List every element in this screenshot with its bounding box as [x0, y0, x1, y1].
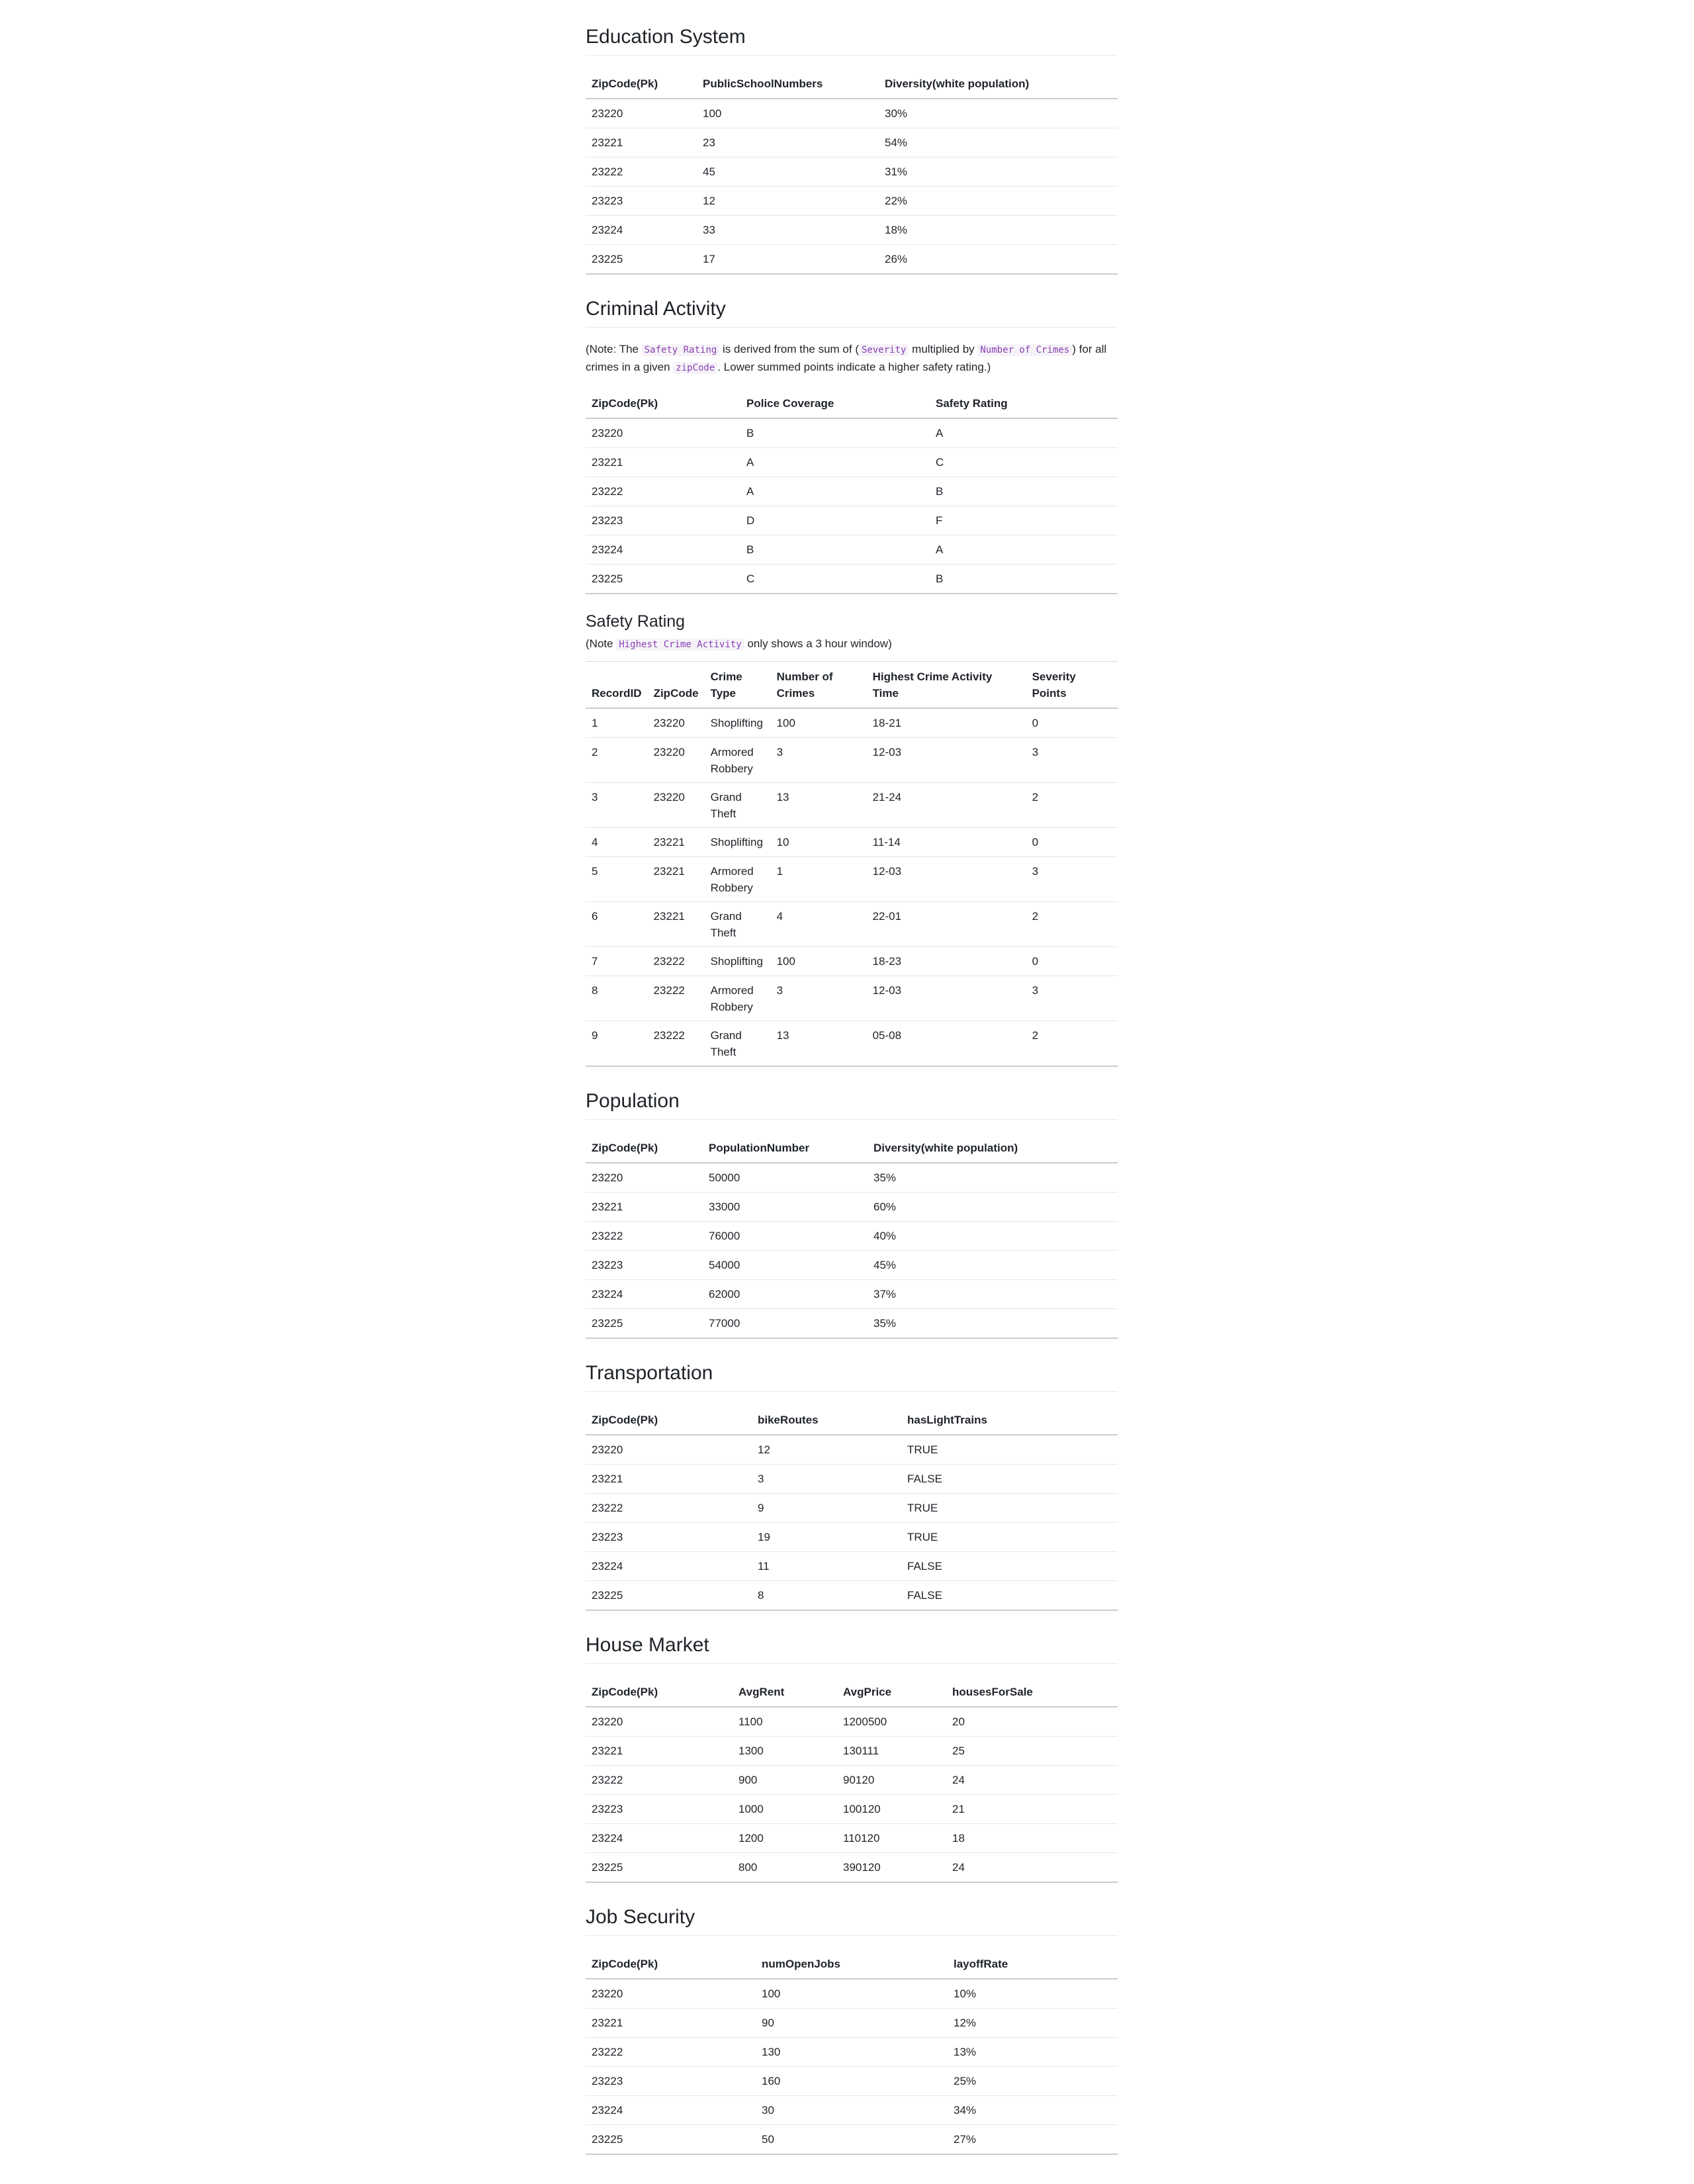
table-cell: 23222	[586, 1221, 703, 1250]
table-row	[586, 1192, 1118, 1221]
table-cell: 23223	[586, 506, 740, 535]
table-row	[586, 1464, 1118, 1493]
code-zipcode: zipCode	[673, 362, 717, 374]
table-cell: 13	[771, 782, 867, 827]
table-cell: 23221	[648, 856, 705, 901]
table-row	[586, 1551, 1118, 1580]
jobs-table	[586, 1949, 1118, 2155]
table-row	[586, 1979, 1118, 2009]
table-cell: 22%	[879, 187, 1118, 216]
table-cell: 5	[586, 856, 648, 901]
table-cell: 23	[697, 128, 879, 158]
table-cell: 23222	[648, 946, 705, 976]
table-row	[586, 856, 1118, 901]
table-cell: 21	[946, 1794, 1118, 1823]
column-header: layoffRate	[948, 1949, 1118, 1979]
jobs-title: Job Security	[586, 1905, 1118, 1936]
table-cell: 18%	[879, 216, 1118, 245]
table-cell: 23222	[586, 1765, 733, 1794]
table-row	[586, 448, 1118, 477]
table-cell: 130	[756, 2037, 948, 2066]
table-row	[586, 418, 1118, 448]
table-cell: TRUE	[901, 1522, 1118, 1551]
column-header: Diversity(white population)	[879, 69, 1118, 99]
table-cell: 23221	[586, 448, 740, 477]
table-cell: 390120	[837, 1852, 946, 1882]
table-cell: 23225	[586, 565, 740, 594]
table-cell: 23225	[586, 1308, 703, 1338]
table-row	[586, 782, 1118, 827]
document	[586, 25, 1118, 2177]
table-cell: 12-03	[867, 976, 1026, 1021]
column-header: Highest Crime Activity Time	[867, 662, 1026, 709]
table-cell: 110120	[837, 1823, 946, 1852]
column-header: PopulationNumber	[703, 1133, 868, 1163]
table-cell: 3	[586, 782, 648, 827]
table-row	[586, 128, 1118, 158]
table-cell: 54%	[879, 128, 1118, 158]
table-row	[586, 216, 1118, 245]
table-cell: 18-21	[867, 708, 1026, 737]
table-row	[586, 158, 1118, 187]
table-row	[586, 535, 1118, 565]
table-cell: 800	[733, 1852, 837, 1882]
header-row	[586, 1949, 1118, 1979]
table-cell: 35%	[868, 1308, 1118, 1338]
table-cell: 23223	[586, 187, 697, 216]
code-highest-crime-activity: Highest Crime Activity	[616, 639, 744, 651]
table-cell: C	[930, 448, 1118, 477]
table-cell: 23222	[648, 1021, 705, 1066]
table-cell: B	[930, 565, 1118, 594]
criminal-title: Criminal Activity	[586, 297, 1118, 328]
table-cell: B	[930, 477, 1118, 506]
table-cell: Grand Theft	[705, 782, 771, 827]
table-row	[586, 477, 1118, 506]
transportation-title: Transportation	[586, 1361, 1118, 1392]
column-header: Crime Type	[705, 662, 771, 709]
table-cell: 3	[1026, 856, 1118, 901]
table-cell: Armored Robbery	[705, 976, 771, 1021]
table-row	[586, 737, 1118, 782]
population-table	[586, 1133, 1118, 1339]
table-cell: 12	[697, 187, 879, 216]
column-header: Severity Points	[1026, 662, 1118, 709]
table-cell: 27%	[948, 2124, 1118, 2154]
header-row	[586, 1677, 1118, 1707]
table-cell: 23222	[586, 2037, 756, 2066]
table-cell: 100	[771, 946, 867, 976]
table-cell: 90	[756, 2008, 948, 2037]
table-cell: Shoplifting	[705, 708, 771, 737]
header-row	[586, 1405, 1118, 1435]
table-cell: FALSE	[901, 1551, 1118, 1580]
table-row	[586, 1580, 1118, 1610]
table-cell: 2	[1026, 901, 1118, 946]
table-cell: 7	[586, 946, 648, 976]
table-cell: 9	[586, 1021, 648, 1066]
table-row	[586, 2037, 1118, 2066]
table-cell: 23220	[586, 1163, 703, 1193]
table-cell: 25	[946, 1736, 1118, 1765]
table-cell: 24	[946, 1852, 1118, 1882]
table-cell: 9	[752, 1493, 901, 1522]
table-cell: 90120	[837, 1765, 946, 1794]
table-cell: 23222	[648, 976, 705, 1021]
table-row	[586, 1250, 1118, 1279]
table-cell: 8	[586, 976, 648, 1021]
table-cell: 23224	[586, 216, 697, 245]
table-cell: 50000	[703, 1163, 868, 1193]
education-title: Education System	[586, 25, 1118, 56]
table-cell: 26%	[879, 245, 1118, 275]
table-cell: 23220	[586, 1707, 733, 1737]
table-cell: 23223	[586, 1250, 703, 1279]
table-row	[586, 1163, 1118, 1193]
table-cell: 1100	[733, 1707, 837, 1737]
table-cell: 130111	[837, 1736, 946, 1765]
table-cell: 50	[756, 2124, 948, 2154]
table-cell: 23224	[586, 535, 740, 565]
table-cell: 77000	[703, 1308, 868, 1338]
code-severity: Severity	[859, 344, 909, 356]
table-cell: 160	[756, 2066, 948, 2095]
table-cell: B	[740, 535, 930, 565]
header-row	[586, 388, 1118, 418]
table-cell: 23222	[586, 477, 740, 506]
table-cell: 1	[771, 856, 867, 901]
table-row	[586, 1522, 1118, 1551]
house-table	[586, 1677, 1118, 1883]
criminal-note: (Note: The Safety Rating is derived from the sum of ( Severity multiplied by Number of Crimes ) for all crimes in a given zipCode . Lower summed points indicate a higher safety rating.)	[586, 343, 1107, 373]
education-table	[586, 69, 1118, 275]
table-cell: TRUE	[901, 1493, 1118, 1522]
table-cell: 23225	[586, 1852, 733, 1882]
table-cell: A	[740, 477, 930, 506]
table-cell: 3	[771, 976, 867, 1021]
table-cell: Grand Theft	[705, 901, 771, 946]
header-row	[586, 662, 1118, 709]
table-cell: 11-14	[867, 827, 1026, 856]
table-cell: 1200500	[837, 1707, 946, 1737]
table-cell: Shoplifting	[705, 827, 771, 856]
table-cell: B	[740, 418, 930, 448]
table-cell: A	[930, 418, 1118, 448]
table-row	[586, 1852, 1118, 1882]
table-cell: 4	[771, 901, 867, 946]
table-cell: 10%	[948, 1979, 1118, 2009]
column-header: bikeRoutes	[752, 1405, 901, 1435]
table-row	[586, 1736, 1118, 1765]
table-cell: 60%	[868, 1192, 1118, 1221]
table-cell: 23224	[586, 1823, 733, 1852]
table-cell: 100	[771, 708, 867, 737]
table-cell: 23221	[648, 827, 705, 856]
table-row	[586, 1493, 1118, 1522]
table-cell: 100	[697, 99, 879, 128]
table-cell: 22-01	[867, 901, 1026, 946]
table-cell: 6	[586, 901, 648, 946]
table-cell: 23220	[648, 708, 705, 737]
table-row	[586, 1823, 1118, 1852]
table-cell: 900	[733, 1765, 837, 1794]
column-header: ZipCode(Pk)	[586, 1949, 756, 1979]
table-cell: D	[740, 506, 930, 535]
table-cell: Shoplifting	[705, 946, 771, 976]
table-cell: 3	[752, 1464, 901, 1493]
table-cell: 2	[1026, 1021, 1118, 1066]
column-header: ZipCode(Pk)	[586, 1133, 703, 1163]
table-cell: 23223	[586, 1522, 752, 1551]
safety-table	[586, 661, 1118, 1067]
table-cell: 23220	[586, 1979, 756, 2009]
table-row	[586, 2124, 1118, 2154]
column-header: ZipCode	[648, 662, 705, 709]
table-cell: 23221	[586, 128, 697, 158]
safety-note: (Note Highest Crime Activity only shows a 3 hour window)	[586, 637, 892, 650]
column-header: Police Coverage	[740, 388, 930, 418]
table-cell: 40%	[868, 1221, 1118, 1250]
table-cell: 0	[1026, 946, 1118, 976]
table-row	[586, 1435, 1118, 1465]
table-row	[586, 506, 1118, 535]
column-header: ZipCode(Pk)	[586, 1405, 752, 1435]
table-cell: 11	[752, 1551, 901, 1580]
table-cell: 23224	[586, 1551, 752, 1580]
table-cell: TRUE	[901, 1435, 1118, 1465]
column-header: PublicSchoolNumbers	[697, 69, 879, 99]
table-cell: 23220	[586, 418, 740, 448]
code-number-of-crimes: Number of Crimes	[977, 344, 1072, 356]
column-header: ZipCode(Pk)	[586, 69, 697, 99]
table-cell: 8	[752, 1580, 901, 1610]
table-cell: 23223	[586, 1794, 733, 1823]
table-cell: 23220	[648, 737, 705, 782]
table-row	[586, 565, 1118, 594]
table-cell: 1	[586, 708, 648, 737]
table-cell: Grand Theft	[705, 1021, 771, 1066]
table-row	[586, 1221, 1118, 1250]
table-cell: 2	[1026, 782, 1118, 827]
column-header: ZipCode(Pk)	[586, 388, 740, 418]
table-cell: 12%	[948, 2008, 1118, 2037]
table-row	[586, 187, 1118, 216]
table-row	[586, 1279, 1118, 1308]
table-cell: 20	[946, 1707, 1118, 1737]
transportation-table	[586, 1405, 1118, 1611]
table-row	[586, 1021, 1118, 1066]
table-cell: 100	[756, 1979, 948, 2009]
table-cell: 23224	[586, 1279, 703, 1308]
table-cell: 31%	[879, 158, 1118, 187]
table-cell: 23220	[586, 1435, 752, 1465]
table-cell: 23225	[586, 245, 697, 275]
table-row	[586, 1794, 1118, 1823]
table-cell: 21-24	[867, 782, 1026, 827]
table-cell: 12	[752, 1435, 901, 1465]
table-row	[586, 99, 1118, 128]
table-cell: 3	[1026, 737, 1118, 782]
table-row	[586, 976, 1118, 1021]
table-cell: 33000	[703, 1192, 868, 1221]
table-cell: 12-03	[867, 737, 1026, 782]
table-cell: 37%	[868, 1279, 1118, 1308]
table-row	[586, 708, 1118, 737]
table-cell: 12-03	[867, 856, 1026, 901]
column-header: ZipCode(Pk)	[586, 1677, 733, 1707]
table-cell: 23223	[586, 2066, 756, 2095]
table-cell: 17	[697, 245, 879, 275]
table-cell: A	[930, 535, 1118, 565]
table-cell: 0	[1026, 827, 1118, 856]
code-safety-rating: Safety Rating	[642, 344, 720, 356]
table-cell: C	[740, 565, 930, 594]
table-cell: 3	[771, 737, 867, 782]
table-cell: 30	[756, 2095, 948, 2124]
table-cell: 76000	[703, 1221, 868, 1250]
column-header: Diversity(white population)	[868, 1133, 1118, 1163]
column-header: numOpenJobs	[756, 1949, 948, 1979]
table-cell: A	[740, 448, 930, 477]
house-title: House Market	[586, 1633, 1118, 1664]
safety-title: Safety Rating	[586, 612, 686, 631]
table-cell: 35%	[868, 1163, 1118, 1193]
table-cell: Armored Robbery	[705, 737, 771, 782]
column-header: hasLightTrains	[901, 1405, 1118, 1435]
column-header: AvgRent	[733, 1677, 837, 1707]
table-cell: 18-23	[867, 946, 1026, 976]
table-row	[586, 1707, 1118, 1737]
header-row	[586, 69, 1118, 99]
table-cell: 24	[946, 1765, 1118, 1794]
column-header: Number of Crimes	[771, 662, 867, 709]
table-cell: 05-08	[867, 1021, 1026, 1066]
table-cell: 2	[586, 737, 648, 782]
criminal-table	[586, 388, 1118, 594]
table-row	[586, 1765, 1118, 1794]
table-cell: 54000	[703, 1250, 868, 1279]
column-header: housesForSale	[946, 1677, 1118, 1707]
table-cell: 23225	[586, 1580, 752, 1610]
table-cell: 13%	[948, 2037, 1118, 2066]
table-row	[586, 2066, 1118, 2095]
table-cell: 23221	[648, 901, 705, 946]
table-cell: 100120	[837, 1794, 946, 1823]
table-cell: 0	[1026, 708, 1118, 737]
table-row	[586, 2095, 1118, 2124]
table-cell: F	[930, 506, 1118, 535]
column-header: AvgPrice	[837, 1677, 946, 1707]
table-cell: 23221	[586, 1464, 752, 1493]
table-cell: 13	[771, 1021, 867, 1066]
table-cell: 23220	[586, 99, 697, 128]
table-cell: 23221	[586, 2008, 756, 2037]
table-cell: 3	[1026, 976, 1118, 1021]
table-cell: 1300	[733, 1736, 837, 1765]
population-title: Population	[586, 1089, 1118, 1120]
table-cell: 25%	[948, 2066, 1118, 2095]
table-cell: 33	[697, 216, 879, 245]
table-row	[586, 901, 1118, 946]
table-cell: 23224	[586, 2095, 756, 2124]
table-cell: 18	[946, 1823, 1118, 1852]
table-row	[586, 946, 1118, 976]
table-cell: 23222	[586, 1493, 752, 1522]
table-cell: 23225	[586, 2124, 756, 2154]
table-cell: 62000	[703, 1279, 868, 1308]
table-cell: 23221	[586, 1736, 733, 1765]
table-cell: 1200	[733, 1823, 837, 1852]
table-cell: Armored Robbery	[705, 856, 771, 901]
column-header: Safety Rating	[930, 388, 1118, 418]
table-cell: 4	[586, 827, 648, 856]
column-header: RecordID	[586, 662, 648, 709]
table-row	[586, 2008, 1118, 2037]
header-row	[586, 1133, 1118, 1163]
table-cell: 1000	[733, 1794, 837, 1823]
table-cell: 23221	[586, 1192, 703, 1221]
table-cell: 45	[697, 158, 879, 187]
table-cell: 45%	[868, 1250, 1118, 1279]
table-cell: FALSE	[901, 1580, 1118, 1610]
table-row	[586, 245, 1118, 275]
table-cell: 34%	[948, 2095, 1118, 2124]
table-row	[586, 1308, 1118, 1338]
table-cell: 10	[771, 827, 867, 856]
table-row	[586, 827, 1118, 856]
table-cell: 23222	[586, 158, 697, 187]
table-cell: 23220	[648, 782, 705, 827]
table-cell: 30%	[879, 99, 1118, 128]
table-cell: FALSE	[901, 1464, 1118, 1493]
table-cell: 19	[752, 1522, 901, 1551]
